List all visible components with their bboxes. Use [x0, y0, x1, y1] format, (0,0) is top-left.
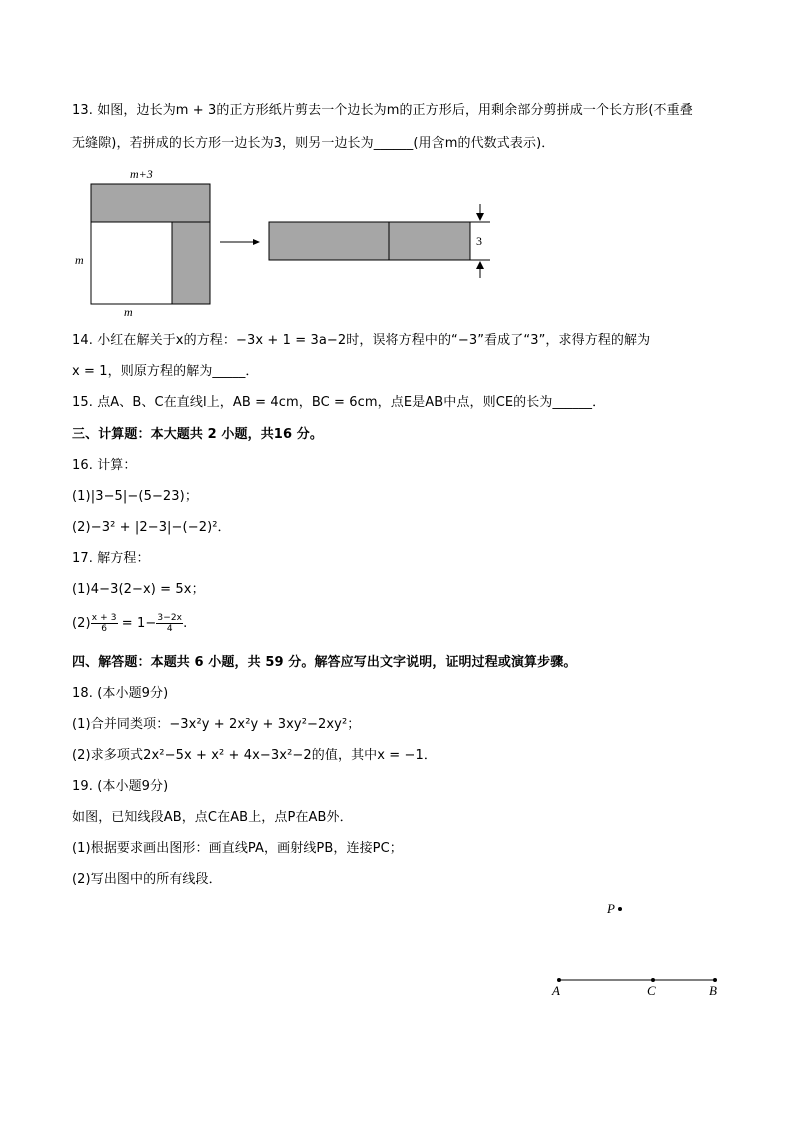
fig19-label-b: B: [709, 983, 717, 998]
fig13-right-label: 3: [476, 234, 482, 248]
fig13-arrow-head: [253, 239, 260, 245]
fig19-label-p: P: [607, 901, 615, 916]
q17-fraction-2-numerator: 3−2x: [157, 613, 183, 623]
fig19-point-a: [557, 978, 561, 982]
fig19-label-a: A: [552, 983, 560, 998]
fig13-result-right: [389, 222, 470, 260]
fig13-top-label: m+3: [130, 167, 153, 181]
fig19-point-b: [713, 978, 717, 982]
q17-part2: [72, 613, 187, 634]
q17-part2-end: .: [183, 616, 188, 631]
fig13-right-strip: [172, 222, 210, 304]
section4-heading: 四、解答题：本题共 6 小题，共 59 分。解答应写出文字说明，证明过程或演算步骤。: [72, 655, 577, 670]
q17-fraction-2-denominator: 4: [166, 624, 173, 634]
q17-fraction-1-numerator: x + 3: [91, 613, 117, 623]
fig13-top-strip: [91, 184, 210, 222]
q17-fraction-1: [91, 613, 118, 634]
q19-intro: 如图，已知线段AB，点C在AB上，点P在AB外．: [72, 810, 353, 825]
fig13-result-left: [269, 222, 389, 260]
q13-line1: 13. 如图，边长为m + 3的正方形纸片剪去一个边长为m的正方形后，用剩余部分剪拼成一个长方形(不重叠: [72, 103, 693, 118]
fig13-dim-arrow-down-head: [476, 213, 484, 221]
q13-figure: [68, 164, 498, 324]
q17: 17. 解方程：: [72, 551, 150, 566]
q17-fraction-1-denominator: 6: [101, 624, 108, 634]
q16-part1: (1)|3−5|−(5−23)；: [72, 489, 198, 504]
q17-part1: (1)4−3(2−x) = 5x；: [72, 582, 205, 597]
fig13-left-label: m: [75, 253, 84, 267]
q16-part2: (2)−3² + |2−3|−(−2)²．: [72, 520, 231, 535]
q14-line2: x = 1，则原方程的解为_____．: [72, 364, 259, 379]
q17-part2-prefix: (2): [72, 616, 91, 631]
q18: 18. (本小题9分): [72, 686, 169, 701]
q15: 15. 点A、B、C在直线l上，AB = 4cm，BC = 6cm，点E是AB中点，则CE的长为______．: [72, 395, 606, 410]
q14-line1: 14. 小红在解关于x的方程：−3x + 1 = 3a−2时，误将方程中的“−3”看成了“3”，求得方程的解为: [72, 333, 651, 348]
q19-part1: (1)根据要求画出图形：画直线PA，画射线PB，连接PC；: [72, 841, 403, 856]
q19-part2: (2)写出图中的所有线段．: [72, 872, 222, 887]
q13-line2: 无缝隙)，若拼成的长方形一边长为3，则另一边长为______(用含m的代数式表示)．: [72, 136, 555, 151]
fig13-bottom-label: m: [124, 305, 133, 319]
q18-part1: (1)合并同类项：−3x²y + 2x²y + 3xy²−2xy²；: [72, 717, 361, 732]
q19: 19. (本小题9分): [72, 779, 169, 794]
section3-heading: 三、计算题：本大题共 2 小题，共16 分。: [72, 427, 323, 442]
q18-part2: (2)求多项式2x²−5x + x² + 4x−3x²−2的值，其中x = −1．: [72, 748, 437, 763]
q17-part2-mid: = 1−: [121, 616, 157, 631]
q19-figure: [540, 895, 730, 1000]
q17-fraction-2: [156, 613, 183, 634]
q16: 16. 计算：: [72, 458, 137, 473]
fig19-point-c: [651, 978, 655, 982]
fig19-label-c: C: [647, 983, 656, 998]
fig13-dim-arrow-up-head: [476, 261, 484, 269]
fig19-point-p: [618, 907, 622, 911]
